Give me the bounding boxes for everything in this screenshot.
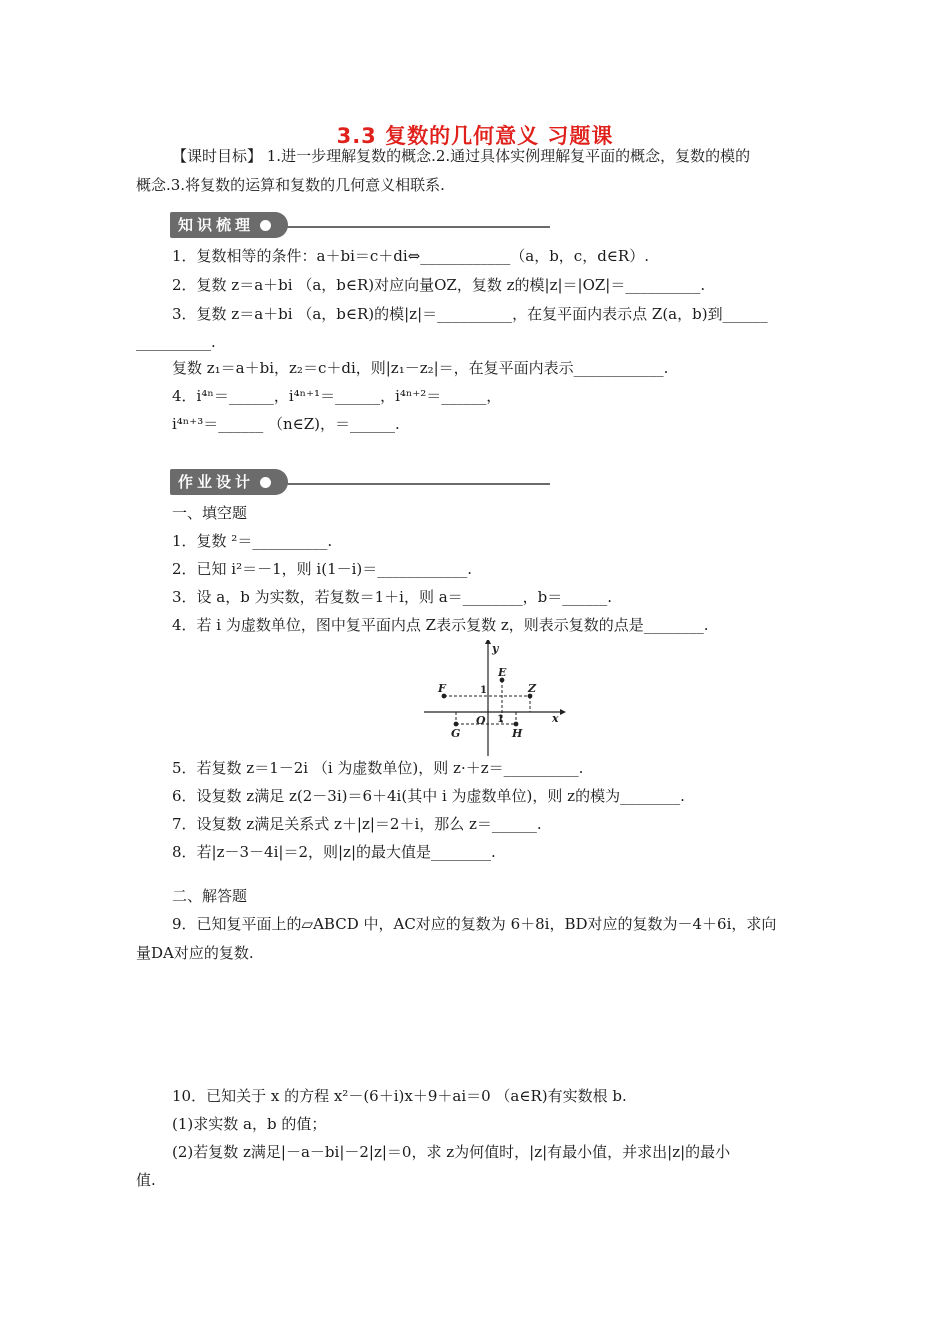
y-axis-arrow-icon: [485, 640, 491, 644]
question-9-line-1: 9．已知复平面上的▱ABCD 中，AC对应的复数为 6＋8i，BD对应的复数为－4＋6i，求向: [172, 915, 777, 933]
knowledge-item: 4．i⁴ⁿ＝______，i⁴ⁿ⁺¹＝______，i⁴ⁿ⁺²＝______，: [172, 387, 502, 405]
section-badge-knowledge: [170, 212, 288, 238]
x-axis-label: x: [552, 712, 559, 725]
part-title: 二、解答题: [172, 887, 248, 905]
point-e-label: E: [498, 666, 507, 679]
objectives-line-1: 【课时目标】 1.进一步理解复数的概念.2.通过具体实例理解复平面的概念，复数的模的: [172, 147, 751, 165]
question-10-line: (1)求实数 a，b 的值；: [172, 1115, 327, 1133]
point-g: [454, 722, 459, 727]
section-heading-homework: 作业设计: [178, 473, 255, 491]
question-item: 6．设复数 z满足 z(2－3i)＝6＋4i(其中 i 为虚数单位)，则 z的模为________.: [172, 787, 685, 805]
question-item: 4．若 i 为虚数单位，图中复平面内点 Z表示复数 z，则表示复数的点是________.: [172, 616, 709, 634]
x-axis-arrow-icon: [560, 709, 566, 715]
bullet-dot-icon: [260, 477, 271, 488]
section-rule: [280, 226, 550, 228]
point-h-label: H: [512, 727, 523, 740]
origin-label: O: [476, 714, 486, 727]
question-item: 5．若复数 z＝1－2i （i 为虚数单位)，则 z·＋z＝__________.: [172, 759, 584, 777]
bullet-dot-icon: [260, 220, 271, 231]
question-item: 7．设复数 z满足关系式 z＋|z|＝2＋i，那么 z＝______.: [172, 815, 542, 833]
question-item: 1．复数 ²＝__________.: [172, 532, 333, 550]
question-item: 2．已知 i²＝－1，则 i(1－i)＝____________.: [172, 560, 473, 578]
point-h: [514, 722, 519, 727]
knowledge-item: 2．复数 z＝a＋bi （a，b∈R)对应向量OZ，复数 z的模|z|＝|OZ|＝__________.: [172, 276, 706, 294]
question-item: 8．若|z－3－4i|＝2，则|z|的最大值是________.: [172, 843, 496, 861]
section-rule: [280, 483, 550, 485]
knowledge-item: __________.: [136, 333, 216, 351]
question-10-line: 值.: [136, 1171, 156, 1189]
question-10-line: 10．已知关于 x 的方程 x²－(6＋i)x＋9＋ai＝0 （a∈R)有实数根 b.: [172, 1087, 627, 1105]
x-tick-label: 1: [497, 714, 504, 725]
y-axis-label: y: [492, 642, 499, 655]
section-badge-homework: [170, 469, 288, 495]
knowledge-item: 复数 z₁＝a＋bi，z₂＝c＋di，则|z₁－z₂|＝，在复平面内表示____________.: [172, 359, 669, 377]
objectives-line-2: 概念.3.将复数的运算和复数的几何意义相联系.: [136, 176, 445, 194]
complex-plane-figure: [420, 640, 570, 760]
knowledge-item: 1．复数相等的条件：a＋bi＝c＋di⇔____________（a，b，c，d∈R）.: [172, 247, 649, 265]
knowledge-item: i⁴ⁿ⁺³＝______ （n∈Z)，＝______.: [172, 415, 400, 433]
section-heading-knowledge: 知识梳理: [178, 216, 255, 234]
y-tick-label: 1: [480, 685, 487, 696]
question-item: 3．设 a，b 为实数，若复数＝1＋i，则 a＝________，b＝______.: [172, 588, 613, 606]
point-z-label: Z: [528, 682, 537, 695]
knowledge-item: 3．复数 z＝a＋bi （a，b∈R)的模|z|＝__________，在复平面内表示点 Z(a，b)到______: [172, 305, 768, 323]
question-9-line-2: 量DA对应的复数.: [136, 944, 254, 962]
question-10-line: (2)若复数 z满足|－a－bi|－2|z|＝0，求 z为何值时，|z|有最小值，并求出|z|的最小: [172, 1143, 731, 1161]
page-title: 3.3 复数的几何意义 习题课: [336, 124, 614, 148]
point-g-label: G: [451, 727, 461, 740]
part-title: 一、填空题: [172, 504, 248, 522]
point-f-label: F: [438, 682, 446, 695]
